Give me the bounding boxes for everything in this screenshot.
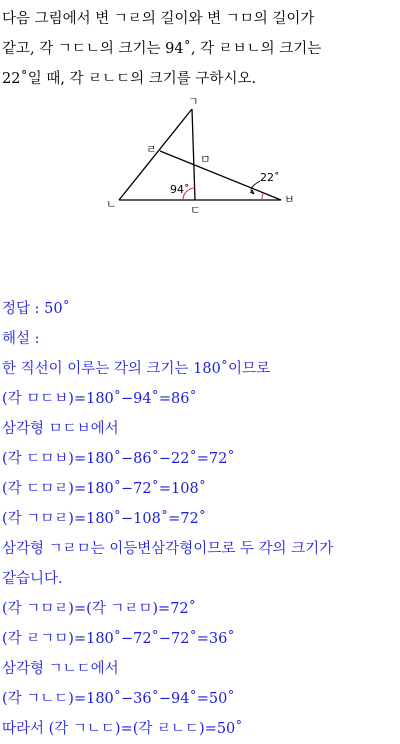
solution-line-4: (각 ㅁㄷㅂ)=180˚−94˚=86˚ <box>2 391 197 407</box>
solution-line-13: 삼각형 ㄱㄴㄷ에서 <box>2 661 119 677</box>
solution-line-6: (각 ㄷㅁㅂ)=180˚−86˚−22˚=72˚ <box>2 451 235 467</box>
answer-line: 정답 : 50˚ <box>2 301 70 317</box>
solution-line-15: 따라서 (각 ㄱㄴㄷ)=(각 ㄹㄴㄷ)=50˚ <box>2 721 243 737</box>
problem-line-3: 22˚일 때, 각 ㄹㄴㄷ의 크기를 구하시오. <box>2 71 257 87</box>
label-bottom-mid: ㄷ <box>190 204 201 215</box>
angle-label-94: 94˚ <box>170 183 190 196</box>
solution-line-7: (각 ㄷㅁㄹ)=180˚−72˚=108˚ <box>2 481 206 497</box>
problem-text <box>2 4 398 94</box>
solution-line-12: (각 ㄹㄱㅁ)=180˚−72˚−72˚=36˚ <box>2 631 235 647</box>
problem-line-2: 같고, 각 ㄱㄷㄴ의 크기는 94˚, 각 ㄹㅂㄴ의 크기는 <box>2 41 322 57</box>
geometry-figure <box>100 95 310 215</box>
label-top: ㄱ <box>188 95 199 108</box>
angle-arc-b <box>262 193 263 200</box>
solution-line-8: (각 ㄱㅁㄹ)=180˚−108˚=72˚ <box>2 511 206 527</box>
label-bottom-right: ㅂ <box>284 193 295 206</box>
explanation-heading: 해설 : <box>2 331 40 347</box>
label-right-mid: ㅁ <box>200 153 211 166</box>
label-bottom-left: ㄴ <box>106 198 117 211</box>
solution-line-11: (각 ㄱㅁㄹ)=(각 ㄱㄹㅁ)=72˚ <box>2 601 196 617</box>
problem-line-1: 다음 그림에서 변 ㄱㄹ의 길이와 변 ㄱㅁ의 길이가 <box>2 11 315 27</box>
label-left-mid: ㄹ <box>146 143 157 156</box>
solution-text <box>2 294 398 744</box>
solution-line-3: 한 직선이 이루는 각의 크기는 180˚이므로 <box>2 361 271 377</box>
solution-line-5: 삼각형 ㅁㄷㅂ에서 <box>2 421 119 437</box>
solution-line-10: 같습니다. <box>2 571 63 587</box>
angle-label-22: 22˚ <box>260 171 280 184</box>
solution-line-14: (각 ㄱㄴㄷ)=180˚−36˚−94˚=50˚ <box>2 691 235 707</box>
segment-a-c <box>192 109 195 200</box>
solution-line-9: 삼각형 ㄱㄹㅁ는 이등변삼각형이므로 두 각의 크기가 <box>2 541 334 557</box>
arrow-22 <box>251 181 260 194</box>
